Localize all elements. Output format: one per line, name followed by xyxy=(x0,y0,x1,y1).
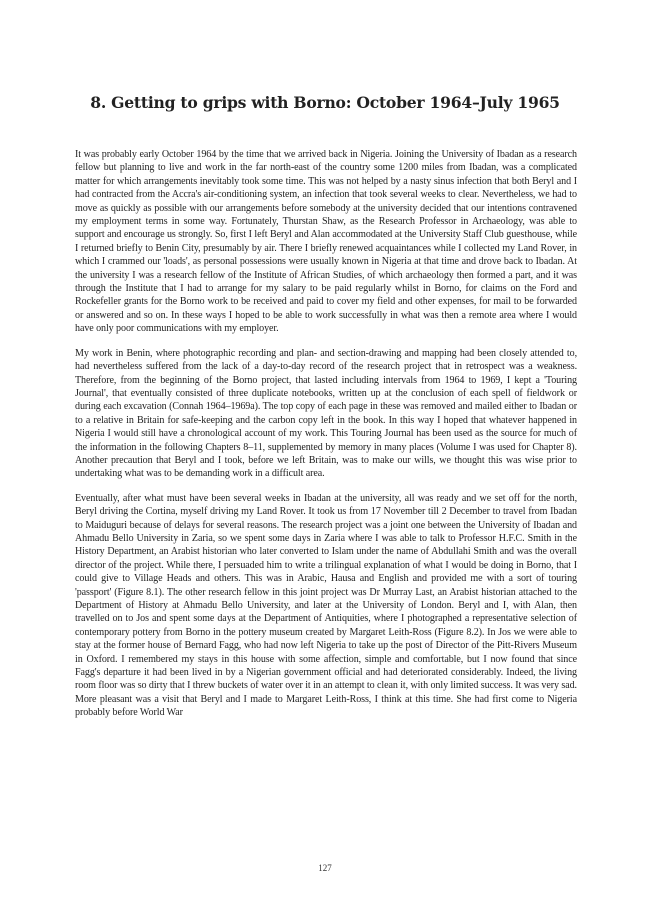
paragraph: Eventually, after what must have been several weeks in Ibadan at the university, all was ready and we set off for the north, Beryl driving the Cortina, myself driving my Land Rover. It took us from 17 November till 2 December to travel from Ibadan to Maiduguri because of delays for several reasons. The research project was a joint one between the University of Ibadan and Ahmadu Bello University in Zaria, so we spent some days in Zaria where I was able to talk to Professor H.F.C. Smith in the History Department, an Arabist historian who later converted to Islam under the name of Abdullahi Smith and was the overall director of the project. While there, I persuaded him to write a trilingual explanation of what I would be doing in Borno, that I could give to Village Heads and others. This was in Arabic, Hausa and English and provided me with a sort of touring 'passport' (Figure 8.1). The other research fellow in this joint project was Dr Murray Last, an Arabist historian attached to the Department of History at Ahmadu Bello University, and later at the University of London. Beryl and I, with Alan, then travelled on to Jos and spent some days at the Department of Antiquities, where I photographed a representative selection of contemporary pottery from Borno in the pottery museum created by Margaret Leith-Ross (Figure 8.2). In Jos we were able to stay at the former house of Bernard Fagg, who had now left Nigeria to take up the post of Director of the Pitt-Rivers Museum in Oxford. I remembered my stays in this house with some affection, simple and comfortable, but I now found that since Fagg's departure it had been lived in by a Nigerian government official and had deteriorated considerably. Indeed, the living room floor was so dirty that I threw buckets of water over it in an attempt to clean it, with only limited success. It was very sad. More pleasant was a visit that Beryl and I made to Margaret Leith-Ross, I think at this time. She had first come to Nigeria probably before World War xyxy=(75,492,577,719)
chapter-title: 8. Getting to grips with Borno: October 1964–July 1965 xyxy=(90,93,560,112)
paragraph: My work in Benin, where photographic recording and plan- and section-drawing and mapping had been closely attended to, had nevertheless suffered from the lack of a day-to-day record of the research project that in retrospect was a weakness. Therefore, from the beginning of the Borno project, that lasted including intervals from 1964 to 1969, I kept a 'Touring Journal', that eventually consisted of three duplicate notebooks, written up at the conclusion of each spell of fieldwork or during each excavation (Connah 1964–1969a). The top copy of each page in these was removed and mailed either to Ibadan or to a relative in Britain for safe-keeping and the carbon copy left in the book. In this way I hoped that whatever happened in Nigeria I would still have a chronological account of my work. This Touring Journal has been used as the source for much of the information in the following Chapters 8–11, supplemented by memory in many places (Volume I was used for Chapter 8). Another precaution that Beryl and I took, before we left Britain, was to make our wills, we thought this was wise prior to undertaking what was to be demanding work in a difficult area. xyxy=(75,347,577,480)
body-text xyxy=(75,148,577,731)
page-number: 127 xyxy=(318,863,332,873)
paragraph: It was probably early October 1964 by the time that we arrived back in Nigeria. Joining the University of Ibadan as a research fellow but planning to live and work in the far north-east of the country some 1200 miles from Ibadan, was a complicated matter for which arrangements inevitably took some time. This was not helped by a nasty sinus infection that both Beryl and I had contracted from the Accra's air-conditioning system, an infection that took several weeks to clear. Nevertheless, we had to move as quickly as possible with our arrangements before somebody at the university decided that our intentions contravened my employment terms in some way. Fortunately, Thurstan Shaw, as the Research Professor in Archaeology, was able to support and encourage us strongly. So, first I left Beryl and Alan accommodated at the University Staff Club guesthouse, while I returned briefly to Benin City, presumably by air. There I briefly renewed acquaintances while I collected my Land Rover, in which I crammed our 'loads', as personal possessions were usually known in Nigeria at that time and drove back to Ibadan. At the university I was a research fellow of the Institute of African Studies, of which archaeology then formed a part, and it was through the Institute that I had to arrange for my salary to be paid regularly whilst in Borno, for claims on the Ford and Rockefeller grants for the Borno work to be received and paid to cover my field and other expenses, for mail to be forwarded or answered and so on. In these ways I hoped to be able to work successfully in what was then a remote area where I would have only poor communications with my employer. xyxy=(75,149,577,335)
